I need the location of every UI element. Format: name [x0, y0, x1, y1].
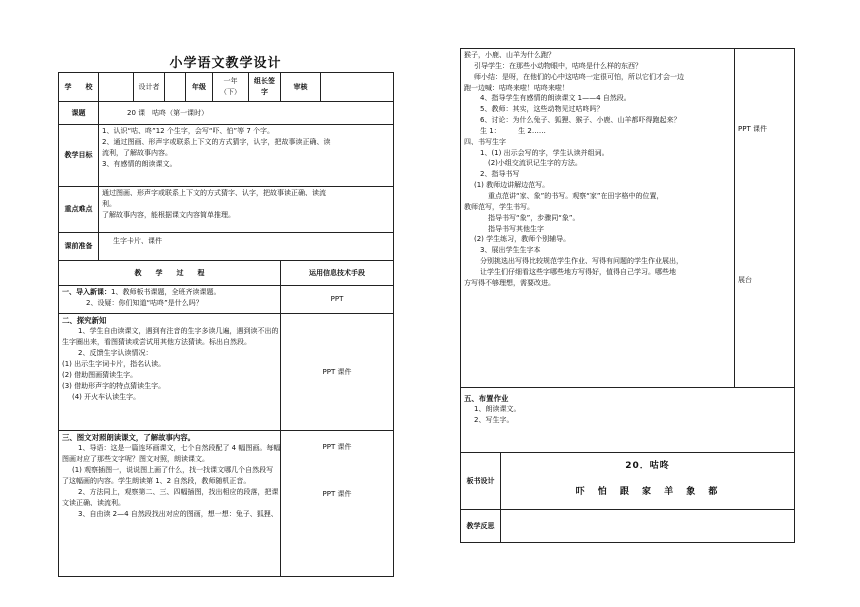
section-4-line: (1) 教师边讲解边范写。	[474, 181, 550, 190]
board-title: 20．咕咚	[625, 461, 670, 471]
section-3-item: 2、方法同上，观察第二、三、四幅插图，找出相应的段落，把课	[78, 487, 279, 496]
section-2-item: 生字圈出来，看图猜读或尝试用其他方法猜读。标出自然段。	[62, 338, 251, 347]
designer-label: 设计者	[134, 73, 165, 102]
section-2	[59, 314, 281, 431]
process-line: 师小结：是呀，在他们的心中这咕咚一定很可怕，所以它们才会一边	[474, 72, 684, 81]
section-4-line: 指导书写其他生字	[488, 224, 544, 233]
board-label: 板书设计	[461, 453, 501, 510]
grade-value: 一年（下）	[213, 73, 249, 102]
section-1-tech: PPT	[281, 286, 394, 314]
review-label: 审核	[281, 73, 321, 102]
section-4-line: 教师范写，学生书写。	[464, 202, 534, 211]
process-header: 教 学 过 程	[59, 261, 281, 286]
process-continued	[461, 49, 735, 388]
grade-label: 年级	[186, 73, 213, 102]
section-3-item: 图画对应了那些文字呢？图文对照，朗读课文。	[62, 455, 209, 464]
section-3-title: 三、图文对照朗读课文，了解故事内容。	[62, 433, 196, 442]
section-3-item: 了这幅画的内容。学生朗读第 1、2 自然段，教师随机正音。	[62, 477, 251, 485]
process-line: 猴子，小鹿、山羊为什么跑？	[464, 51, 555, 59]
section-4-line: 指导书写“象”，步骤同“象”。	[488, 213, 580, 222]
designer-value	[165, 73, 186, 102]
process-line: 5、教师：其实，这些动物见过咕咚吗？	[480, 105, 604, 114]
section-3-tech-2: PPT 课件	[322, 489, 352, 498]
prep-value: 生字卡片、课件	[99, 233, 394, 261]
section-1-item: 2、设疑：你们知道“咕咚”是什么吗？	[86, 298, 203, 307]
right-lesson-table	[460, 48, 795, 543]
section-4-line: 3、展出学生生字本	[480, 246, 541, 255]
section-1-title: 一、导入新课：	[62, 288, 111, 296]
section-4-line: 让学生们仔细看这些字哪些地方写得好，值得自己学习。哪些地	[480, 267, 676, 276]
section-4-title: 四、书写生字	[464, 137, 506, 146]
topic-value: 20 课 咕咚（第一课时）	[99, 102, 394, 125]
right-tech	[735, 49, 795, 388]
topic-label: 课题	[59, 102, 99, 125]
key-points-label: 重点难点	[59, 187, 99, 233]
section-4-line: 2、指导书写	[480, 170, 520, 179]
section-2-item: (3) 借助形声字的特点猜读生字。	[62, 381, 166, 390]
reflection-content	[501, 510, 795, 543]
process-line: 4、指导学生有感情的朗读课文 1——4 自然段。	[480, 94, 631, 103]
right-tech-2: 展台	[738, 275, 752, 284]
section-5-title: 五、布置作业	[464, 394, 509, 403]
section-4-line: (2)小组交流识记生字的方法。	[488, 159, 582, 168]
leader-label: 组长签字	[249, 73, 281, 102]
section-2-tech: PPT 课件	[281, 314, 394, 431]
process-line: 生 1： 生 2……	[480, 126, 546, 135]
section-2-item: (4) 开火车认读生字。	[72, 392, 141, 401]
section-3-tech	[281, 431, 394, 577]
section-3-item: 1、导语：这是一篇连环画课文，七个自然段配了 4 幅图画。每幅	[78, 444, 281, 453]
section-5-line: 1、朗读课文。	[474, 405, 521, 414]
goals-label: 教学目标	[59, 125, 99, 187]
school-value	[99, 73, 134, 102]
section-4-line: 方写得不够理想，需要改进。	[464, 278, 555, 287]
key-point-item: 利。	[102, 199, 116, 208]
goal-item: 3、有感情的朗读课文。	[102, 159, 177, 168]
section-4-line: (2) 学生练习，教师个别辅导。	[474, 235, 571, 244]
section-4-line: 重点范讲“家、象”的书写。观察“家”在田字格中的位置，	[488, 191, 664, 200]
section-3-tech-1: PPT 课件	[322, 443, 352, 451]
prep-label: 课前准备	[59, 233, 99, 261]
section-5	[461, 388, 795, 453]
section-2-item: (2) 借助图画猜读生字。	[62, 370, 138, 379]
process-line: 6、讨论：为什么兔子、狐狸、猴子、小鹿、山羊都吓得跑起来？	[480, 116, 681, 125]
process-line: 引导学生：在那些小动物眼中，咕咚是什么样的东西？	[474, 61, 642, 70]
section-5-line: 2、写生字。	[474, 416, 514, 425]
section-4-line: 1、(1) 出示会写的字，学生认读并组词。	[480, 148, 609, 157]
reflection-label: 教学反思	[461, 510, 501, 543]
process-line: 跑一边喊：咕咚来啦！咕咚来啦！	[464, 83, 569, 92]
school-label: 学 校	[59, 73, 99, 102]
goals-content	[99, 125, 394, 187]
goal-item: 1、认识“咕、咚”12 个生字，会写“吓、怕”等 7 个字。	[102, 127, 274, 135]
key-point-item: 了解故事内容，能根据课文内容简单推理。	[102, 210, 235, 219]
left-lesson-table	[58, 72, 394, 577]
section-1-item: 1、教师板书课题，全班齐读课题。	[111, 288, 221, 296]
page-title: 小学语文教学设计	[169, 56, 282, 71]
section-3	[59, 431, 281, 577]
key-point-item: 通过图画、形声字或联系上下文的方式猜字、认字，把故事读正确、读流	[102, 189, 326, 197]
goal-item: 2、通过图画、形声字或联系上下文的方式猜字，认字，把故事读正确、读	[102, 137, 331, 146]
section-1	[59, 286, 281, 314]
section-3-item: (1) 观察插图一，说说图上画了什么，找一找课文哪几个自然段写	[72, 466, 274, 475]
section-2-title: 二、探究新知	[62, 316, 107, 325]
section-2-item: 1、学生自由读课文，遇到有注音的生字多读几遍，遇到读不出的	[78, 327, 279, 336]
review-value	[321, 73, 394, 102]
section-3-item: 文读正确、读流利。	[62, 498, 125, 507]
section-4-line: 分别挑选出写得比较规范学生作业、写得有问题的学生作业展出，	[480, 257, 683, 266]
board-content	[501, 453, 795, 510]
tech-header: 运用信息技术手段	[281, 261, 394, 286]
right-tech-1: PPT 课件	[738, 125, 767, 133]
goal-item: 流利，了解故事内容。	[102, 148, 172, 157]
section-2-item: (1) 出示生字词卡片，指名认读。	[62, 360, 166, 368]
key-points-content	[99, 187, 394, 233]
section-2-item: 2、反馈生字认读情况：	[78, 349, 153, 358]
board-chars: 吓 怕 跟 家 羊 象 都	[575, 486, 720, 497]
section-3-item: 3、自由读 2—4 自然段找出对应的图画，想一想：兔子、狐狸、	[78, 509, 278, 518]
